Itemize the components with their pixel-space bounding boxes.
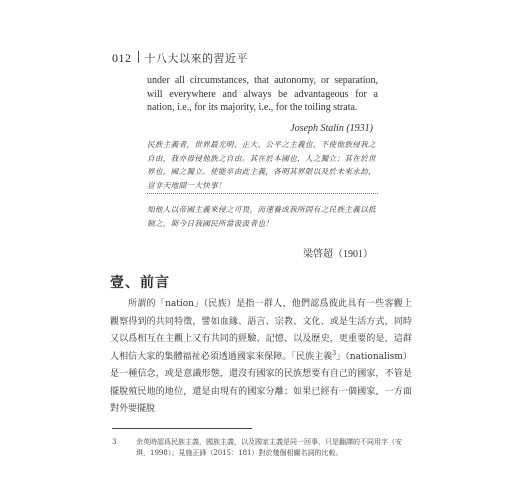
stalin-quote: under all circumstances, that autonomy, or separation, will everywhere and always be advantageous for a nation, i.e., for its majority, i.e., for the toiling strata. (147, 75, 378, 113)
liang-quote: 知他人以帝國主義來侵之可畏，而速養成我所固有之民族主義以抵制之，斯今日我國民所當汲汲者也！ (147, 205, 376, 228)
sun-quote: 民族主義者，世界最光明、正大、公平之主義也，不使他族侵我之自由，我亦毋侵他族之自由。其在於本國也，人之獨立；其在於世界也，國之獨立。使能卒由此主義，各明其界限以及於未來永劫，豈非天地間一大快事！ (147, 140, 376, 190)
liang-attribution: 梁啓超（1901） (303, 249, 373, 260)
stalin-attribution: Joseph Stalin (1931) (290, 123, 373, 134)
body-text-part1: 所謂的「nation」（民族）是指一群人，他們認爲彼此具有一些客觀上觀察得到的共同特徵，譬如血緣、語言、宗教、文化、或是生活方式，同時又以爲相互在主觀上又有共同的經驗、記憶、以及歷史，更重要的是，這群人相信大家的集體福祉必須透過國家來保障。「民族主義 (110, 299, 412, 362)
body-text-part2: 」（nationalism）是一種信念，或是意識形態，還沒有國家的民族想要有自己的國家，不管是擺脫殖民地的地位，還是由現有的國家分離；如果已經有一個國家，一方面對外要擺脫 (110, 351, 412, 414)
footnote-marker[interactable]: 3 (332, 349, 337, 357)
footnote-text: 余英時認爲民族主義，國族主義，以及國家主義是同一回事，只是翻譯的不同用字（安琪，1998）；見施正鋒（2015：181）對於幾個相關名詞的比較。 (136, 438, 402, 457)
page-number: 012 (112, 51, 132, 65)
footnote-rule (112, 428, 252, 429)
section-heading: 壹、前言 (110, 275, 170, 291)
footnote-number: 3 (112, 438, 117, 446)
running-header (112, 50, 248, 66)
body-paragraph (110, 296, 412, 419)
book-title: 十八大以來的習近平 (144, 52, 248, 65)
header-divider (138, 51, 139, 63)
quote-divider (147, 193, 378, 194)
footnote (112, 437, 412, 458)
